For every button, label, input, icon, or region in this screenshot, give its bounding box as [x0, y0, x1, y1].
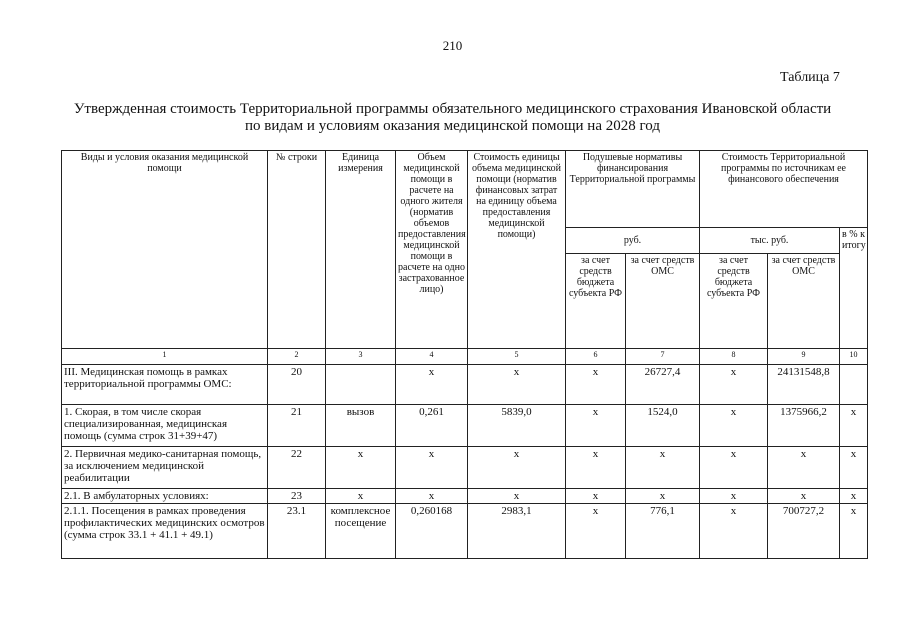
- header-cost-by-source: Стоимость Территориальной программы по источникам ее финансового обеспечения: [700, 151, 868, 228]
- row-oms-rub: 1524,0: [626, 405, 700, 447]
- row-volume: х: [396, 489, 468, 504]
- col-number: 9: [768, 349, 840, 365]
- row-budget-thous: х: [700, 504, 768, 559]
- table-label: Таблица 7: [780, 70, 840, 85]
- row-number: 22: [268, 447, 326, 489]
- row-unit-cost: х: [468, 447, 566, 489]
- row-oms-thous: х: [768, 489, 840, 504]
- row-budget-rub: х: [566, 365, 626, 405]
- row-oms-rub: 26727,4: [626, 365, 700, 405]
- header-per-capita: Подушевые нормативы финансирования Территориальной программы: [566, 151, 700, 228]
- row-unit-cost: 2983,1: [468, 504, 566, 559]
- col-number: 2: [268, 349, 326, 365]
- row-budget-thous: х: [700, 365, 768, 405]
- row-oms-thous: х: [768, 447, 840, 489]
- col-number: 10: [840, 349, 868, 365]
- header-unit: Единица измерения: [326, 151, 396, 349]
- row-budget-thous: х: [700, 405, 768, 447]
- row-number: 21: [268, 405, 326, 447]
- row-unit: х: [326, 489, 396, 504]
- row-oms-rub: х: [626, 447, 700, 489]
- document-title: [40, 101, 865, 135]
- row-pct: х: [840, 489, 868, 504]
- page-number: 210: [442, 38, 463, 53]
- row-oms-rub: 776,1: [626, 504, 700, 559]
- col-number: 1: [62, 349, 268, 365]
- table-row: [62, 489, 868, 504]
- header-volume: Объем медицинской помощи в расчете на одного жителя (норматив объемов предоставления медицинской помощи в расчете на одно застрахованное лицо): [396, 151, 468, 349]
- header-oms-rub: за счет средств ОМС: [626, 254, 700, 349]
- row-pct: [840, 365, 868, 405]
- row-pct: х: [840, 405, 868, 447]
- table-row: [62, 504, 868, 559]
- header-unit-cost: Стоимость единицы объема медицинской помощи (норматив финансовых затрат на единицу объема предоставления медицинской помощи): [468, 151, 566, 349]
- row-budget-thous: х: [700, 489, 768, 504]
- row-oms-thous: 700727,2: [768, 504, 840, 559]
- row-label: 1. Скорая, в том числе скорая специализированная, медицинская помощь (сумма строк 31+39+47): [62, 405, 268, 447]
- row-unit-cost: 5839,0: [468, 405, 566, 447]
- title-line-2: по видам и условиям оказания медицинской помощи на 2028 год: [245, 118, 660, 134]
- row-volume: 0,261: [396, 405, 468, 447]
- row-pct: х: [840, 504, 868, 559]
- row-oms-thous: 1375966,2: [768, 405, 840, 447]
- row-oms-rub: х: [626, 489, 700, 504]
- row-budget-thous: х: [700, 447, 768, 489]
- header-thous-rub: тыс. руб.: [700, 228, 840, 254]
- header-row-number: № строки: [268, 151, 326, 349]
- col-number: 3: [326, 349, 396, 365]
- row-number: 23.1: [268, 504, 326, 559]
- row-budget-rub: х: [566, 447, 626, 489]
- row-unit: х: [326, 447, 396, 489]
- row-label: 2. Первичная медико-санитарная помощь, за исключением медицинской реабилитации: [62, 447, 268, 489]
- col-number: 6: [566, 349, 626, 365]
- row-label: III. Медицинская помощь в рамках территориальной программы ОМС:: [62, 365, 268, 405]
- row-label: 2.1.1. Посещения в рамках проведения профилактических медицинских осмотров (сумма строк 33.1 + 41.1 + 49.1): [62, 504, 268, 559]
- table-row: [62, 447, 868, 489]
- row-unit-cost: х: [468, 365, 566, 405]
- col-number: 7: [626, 349, 700, 365]
- table-row: [62, 405, 868, 447]
- header-rub: руб.: [566, 228, 700, 254]
- row-number: 23: [268, 489, 326, 504]
- row-number: 20: [268, 365, 326, 405]
- title-line-1: Утвержденная стоимость Территориальной программы обязательного медицинского страхования Ивановской области: [73, 101, 832, 117]
- table-row: [62, 365, 868, 405]
- header-oms-thous: за счет средств ОМС: [768, 254, 840, 349]
- header-kind: Виды и условия оказания медицинской помощи: [62, 151, 268, 349]
- row-unit: [326, 365, 396, 405]
- row-volume: 0,260168: [396, 504, 468, 559]
- row-pct: х: [840, 447, 868, 489]
- row-unit: вызов: [326, 405, 396, 447]
- col-number: 5: [468, 349, 566, 365]
- header-budget-rub: за счет средств бюджета субъекта РФ: [566, 254, 626, 349]
- col-number: 4: [396, 349, 468, 365]
- header-budget-thous: за счет средств бюджета субъекта РФ: [700, 254, 768, 349]
- row-budget-rub: х: [566, 405, 626, 447]
- row-unit: комплексное посещение: [326, 504, 396, 559]
- row-unit-cost: х: [468, 489, 566, 504]
- row-volume: х: [396, 365, 468, 405]
- row-budget-rub: х: [566, 489, 626, 504]
- row-volume: х: [396, 447, 468, 489]
- row-label: 2.1. В амбулаторных условиях:: [62, 489, 268, 504]
- header-pct-total: в % к итогу: [840, 228, 868, 349]
- cost-table: [61, 150, 868, 559]
- row-budget-rub: х: [566, 504, 626, 559]
- row-oms-thous: 24131548,8: [768, 365, 840, 405]
- col-number: 8: [700, 349, 768, 365]
